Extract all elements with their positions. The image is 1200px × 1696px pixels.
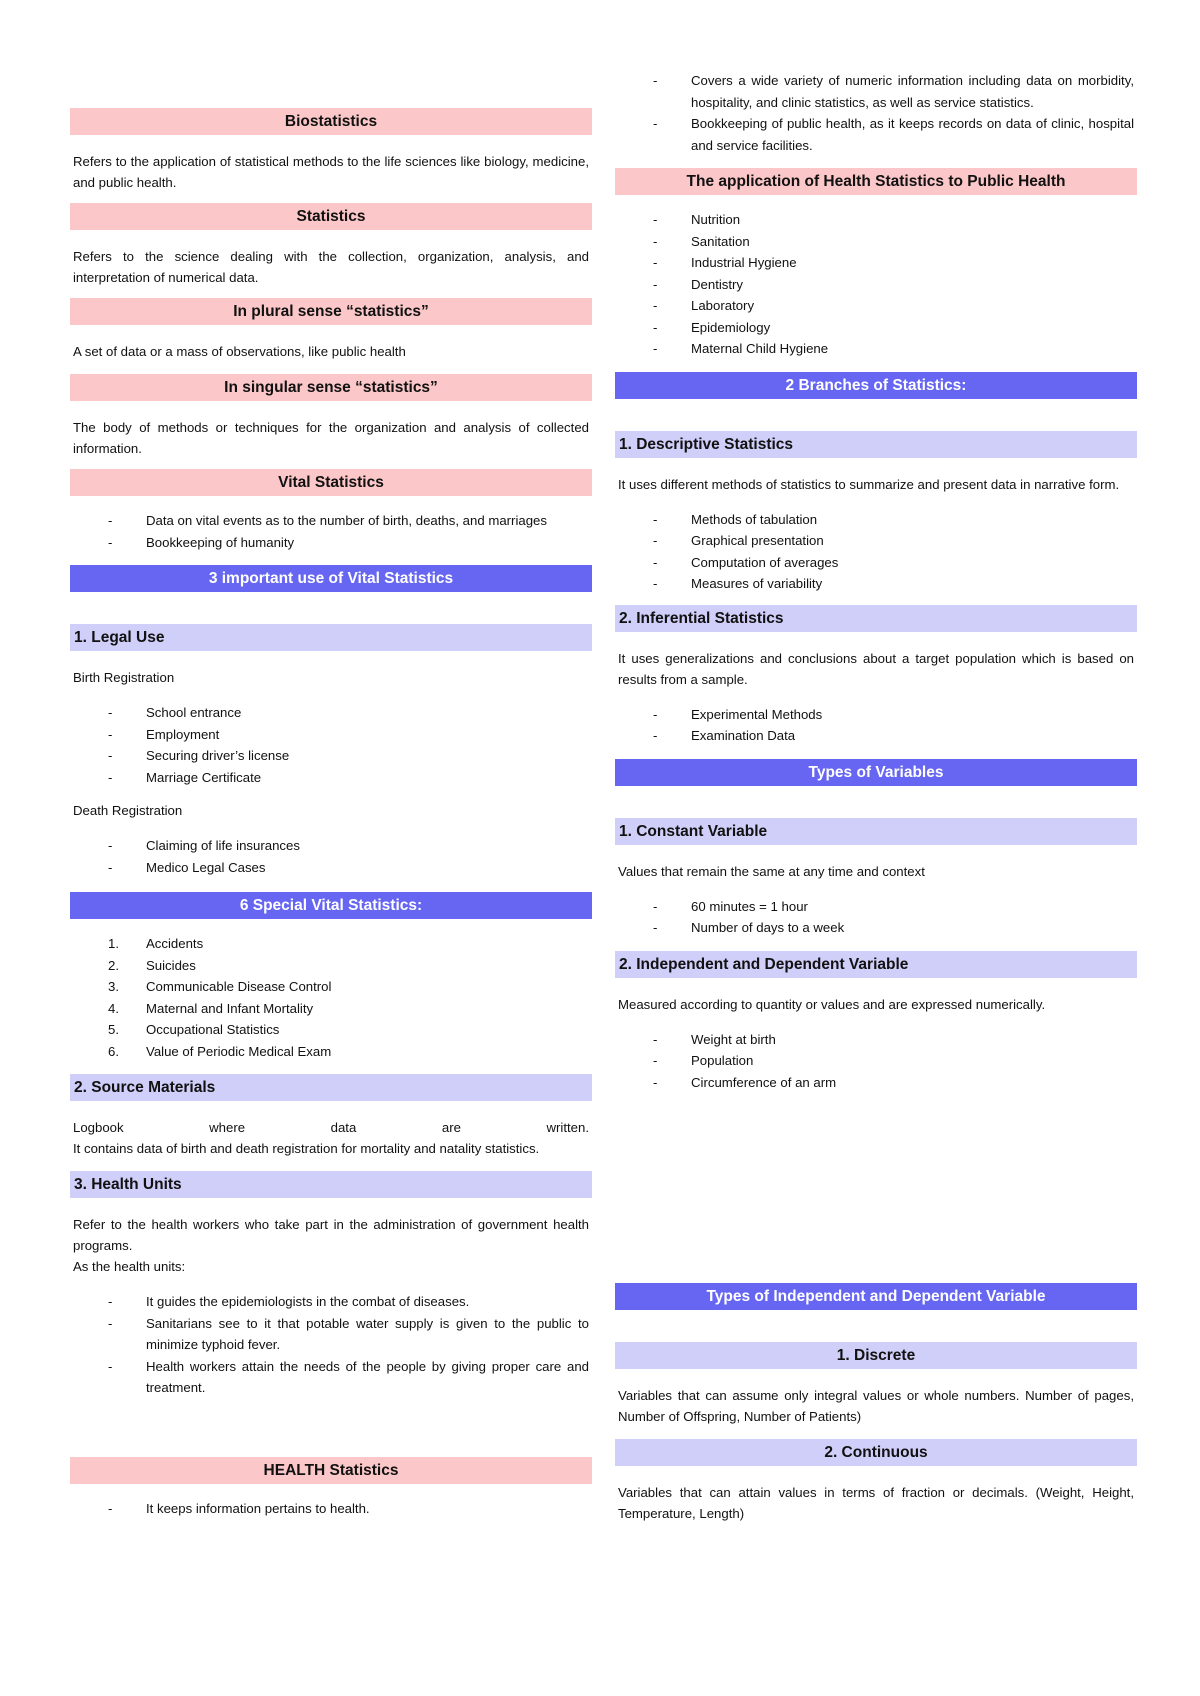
heading-special-vital-statistics: 6 Special Vital Statistics: [70,892,592,919]
heading-health-units: 3. Health Units [70,1171,592,1198]
right-column [615,70,1137,1524]
heading-discrete: 1. Discrete [615,1342,1137,1369]
heading-singular-sense: In singular sense “statistics” [70,374,592,401]
list-item: - Population [615,1050,1137,1072]
list-item: - Sanitarians see to it that potable water supply is given to the public to minimize typhoid fever. [70,1313,592,1356]
list-item: 2. Suicides [108,957,196,973]
source-materials-line-2: It contains data of birth and death registration for mortality and natality statistics. [73,1141,540,1156]
heading-health-statistics: HEALTH Statistics [70,1457,592,1484]
list-item: 4. Maternal and Infant Mortality [108,1000,314,1016]
plural-sense-definition: A set of data or a mass of observations, like public health [73,344,406,359]
constant-variable-list [615,896,1137,939]
list-item: - Marriage Certificate [70,767,592,789]
list-item: - Sanitation [615,231,1137,253]
heading-branches: 2 Branches of Statistics: [615,372,1137,399]
list-item: - It guides the epidemiologists in the combat of diseases. [70,1291,592,1313]
list-item: - Epidemiology [615,317,1137,339]
birth-registration-label: Birth Registration [73,670,175,685]
heading-vital-statistics: Vital Statistics [70,469,592,496]
list-item: - School entrance [70,702,592,724]
list-item: - Graphical presentation [615,530,1137,552]
descriptive-statistics-definition: It uses different methods of statistics to summarize and present data in narrative form. [618,476,1120,492]
list-item: - Industrial Hygiene [615,252,1137,274]
list-item: - Experimental Methods [615,704,1137,726]
heading-constant-variable: 1. Constant Variable [615,818,1137,845]
heading-inferential-statistics: 2. Inferential Statistics [615,605,1137,632]
left-column [70,108,592,1519]
list-item: - Computation of averages [615,552,1137,574]
continuous-definition: Variables that can attain values in terms of fraction or decimals. (Weight, Height, Temperature, Length) [618,1485,1134,1521]
source-materials-line-1: Logbook where data are written. [73,1120,589,1135]
inferential-statistics-definition: It uses generalizations and conclusions about a target population which is based on results from a sample. [618,650,1134,687]
heading-continuous: 2. Continuous [615,1439,1137,1466]
heading-biostatistics: Biostatistics [70,108,592,135]
application-list [615,209,1137,360]
list-item: - Examination Data [615,725,1137,747]
list-item: - Bookkeeping of public health, as it keeps records on data of clinic, hospital and service facilities. [615,113,1137,156]
list-item: - Laboratory [615,295,1137,317]
independent-dependent-definition: Measured according to quantity or values and are expressed numerically. [618,996,1046,1012]
heading-types-of-independent-dependent: Types of Independent and Dependent Variable [615,1283,1137,1310]
heading-independent-dependent-variable: 2. Independent and Dependent Variable [615,951,1137,978]
list-item: 3. Communicable Disease Control [108,979,332,994]
death-registration-list [70,835,592,878]
list-item: 6. Value of Periodic Medical Exam [108,1043,332,1059]
heading-application: The application of Health Statistics to Public Health [615,168,1137,195]
list-item: - Weight at birth [615,1029,1137,1051]
list-item: 1. Accidents [108,936,204,951]
inferential-statistics-list [615,704,1137,747]
descriptive-statistics-list [615,509,1137,595]
biostatistics-definition: Refers to the application of statistical methods to the life sciences like biology, medicine, and public health. [73,154,589,190]
heading-descriptive-statistics: 1. Descriptive Statistics [615,431,1137,458]
special-vital-statistics-list [70,933,592,1062]
list-item: - Claiming of life insurances [70,835,592,857]
list-item: - Medico Legal Cases [70,857,592,879]
health-units-list [70,1291,592,1399]
list-item: - Measures of variability [615,573,1137,595]
list-item: - It keeps information pertains to health. [70,1498,592,1520]
constant-variable-definition: Values that remain the same at any time and context [618,863,925,879]
health-statistics-continued-list [615,70,1137,156]
list-item: - Nutrition [615,209,1137,231]
birth-registration-list [70,702,592,788]
list-item: - Maternal Child Hygiene [615,338,1137,360]
list-item: - Health workers attain the needs of the people by giving proper care and treatment. [70,1356,592,1399]
list-item: 5. Occupational Statistics [108,1022,280,1037]
list-item: - Covers a wide variety of numeric information including data on morbidity, hospitality, and clinic statistics, as well as service statistics. [615,70,1137,113]
list-item: - Number of days to a week [615,917,1137,939]
list-item: - Bookkeeping of humanity [70,532,592,554]
health-statistics-list [70,1498,592,1520]
statistics-definition: Refers to the science dealing with the collection, organization, analysis, and interpretation of numerical data. [73,249,589,285]
heading-statistics: Statistics [70,203,592,230]
list-item: - Data on vital events as to the number of birth, deaths, and marriages [70,510,592,532]
heading-types-of-variables: Types of Variables [615,759,1137,786]
heading-plural-sense: In plural sense “statistics” [70,298,592,325]
death-registration-label: Death Registration [73,803,183,818]
discrete-definition: Variables that can assume only integral values or whole numbers. Number of pages, Number of Offspring, Number of Patients) [618,1388,1134,1424]
list-item: - Circumference of an arm [615,1072,1137,1094]
list-item: - Methods of tabulation [615,509,1137,531]
list-item: - Dentistry [615,274,1137,296]
heading-important-use: 3 important use of Vital Statistics [70,565,592,592]
heading-source-materials: 2. Source Materials [70,1074,592,1101]
heading-legal-use: 1. Legal Use [70,624,592,651]
health-units-line-1: Refer to the health workers who take part in the administration of government health programs. [73,1217,589,1253]
singular-sense-definition: The body of methods or techniques for the organization and analysis of collected information. [73,420,589,456]
list-item: - 60 minutes = 1 hour [615,896,1137,918]
list-item: - Employment [70,724,592,746]
list-item: - Securing driver’s license [70,745,592,767]
health-units-line-2: As the health units: [73,1259,186,1274]
independent-dependent-list [615,1029,1137,1094]
vital-statistics-list [70,510,592,553]
